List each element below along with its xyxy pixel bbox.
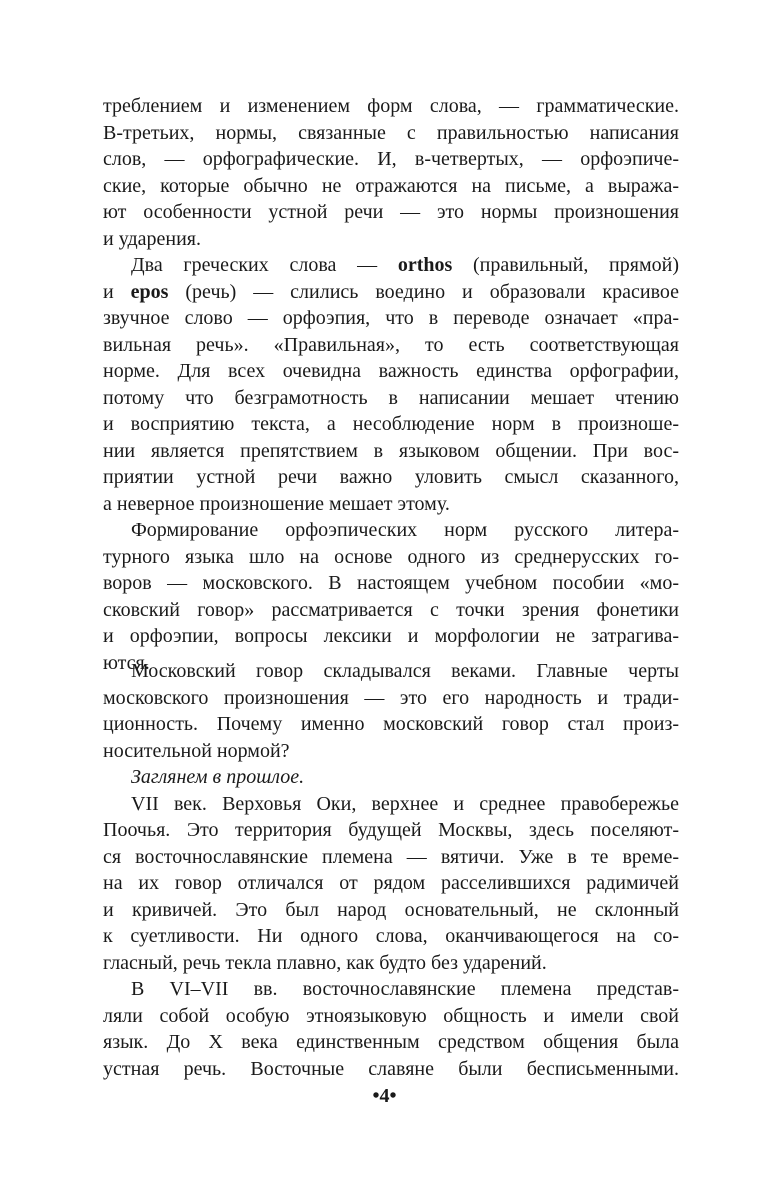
text-line: ются. (103, 651, 150, 674)
text-fragment: и (103, 280, 131, 303)
text-line: треблением и изменением форм слова, — грамматические. (103, 95, 679, 117)
text-block-bottom (103, 658, 679, 1082)
text-line: Поочья. Это территория будущей Москвы, здесь поселяют- (103, 819, 679, 841)
text-line: воров — московского. В настоящем учебном пособии «мо- (103, 572, 679, 594)
text-fragment: (правильный, прямой) (452, 254, 679, 276)
text-line: гласный, речь текла плавно, как будто без ударений. (103, 951, 547, 974)
text-line: и ударения. (103, 227, 201, 250)
text-line: В VI–VII вв. восточнославянские племена представ- (131, 978, 679, 1000)
page-number: •4• (372, 1085, 397, 1107)
text-line: и орфоэпии, вопросы лексики и морфологии не затрагива- (103, 625, 679, 647)
text-line: ционность. Почему именно московский говор стал произ- (103, 713, 679, 735)
paragraph-seventh-century (103, 791, 679, 977)
text-line: Московский говор складывался веками. Главные черты (131, 660, 679, 682)
text-line: язык. До X века единственным средством общения была (103, 1031, 679, 1053)
text-line: ся восточнославянские племена — вятичи. Уже в те време- (103, 845, 679, 868)
text-line: звучное слово — орфоэпия, что в переводе означает «пра- (103, 307, 679, 329)
text-line: приятии устной речи важно уловить смысл сказанного, (103, 466, 679, 488)
text-line: устная речь. Восточные славяне были бесписьменными. (103, 1057, 679, 1080)
text-line: потому что безграмотность в написании мешает чтению (103, 386, 679, 409)
text-line: нии является препятствием в языковом общении. При вос- (103, 439, 679, 462)
text-line: турного языка шло на основе одного из среднерусских го- (103, 545, 679, 568)
text-fragment: Два греческих слова — (131, 254, 398, 276)
text-block-top (103, 93, 679, 676)
italic-subheading: Заглянем в прошлое. (131, 766, 305, 788)
text-fragment: (речь) — слились воедино и образовали красивое (168, 280, 679, 303)
text-line: вильная речь». «Правильная», то есть соответствующая (103, 333, 679, 356)
paragraph-look-into-past (103, 764, 679, 791)
paragraph-orthoepy-etymology (103, 252, 679, 517)
text-line: на их говор отличался от рядом расселившихся радимичей (103, 872, 679, 894)
paragraph-continuation (103, 93, 679, 252)
paragraph-east-slavs (103, 976, 679, 1082)
term-epos: epos (130, 280, 169, 303)
text-line: В-третьих, нормы, связанные с правильностью написания (103, 121, 679, 144)
text-line: и восприятию текста, а несоблюдение норм в произноше- (103, 413, 679, 435)
text-line: сковский говор» рассматривается с точки зрения фонетики (103, 598, 679, 621)
text-line: ют особенности устной речи — это нормы произношения (103, 201, 679, 223)
text-line: норме. Для всех очевидна важность единства орфографии, (103, 360, 679, 382)
text-line: VII век. Верховья Оки, верхнее и среднее правобережье (131, 792, 679, 815)
text-line: Формирование орфоэпических норм русского литера- (131, 519, 679, 541)
text-line: и кривичей. Это был народ основательный, не склонный (103, 898, 679, 921)
text-line: носительной нормой? (103, 739, 290, 762)
text-line: ляли собой особую этноязыковую общность и имели свой (103, 1004, 679, 1027)
text-line: к суетливости. Ни одного слова, оканчивающегося на со- (103, 925, 679, 947)
text-line: слов, — орфографические. И, в-четвертых, — орфоэпиче- (103, 148, 679, 170)
text-line: а неверное произношение мешает этому. (103, 492, 450, 515)
paragraph-moscow-dialect (103, 658, 679, 764)
text-line: московского произношения — это его народность и тради- (103, 686, 679, 709)
text-line (103, 279, 679, 306)
paragraph-norm-formation (103, 517, 679, 676)
text-line (103, 252, 679, 279)
term-orthos: orthos (397, 254, 453, 276)
text-line: ские, которые обычно не отражаются на письме, а выража- (103, 174, 679, 197)
